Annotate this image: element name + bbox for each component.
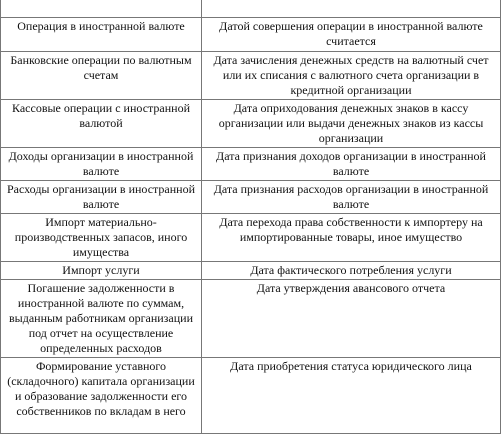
table-row	[1, 18, 501, 52]
empty-cell	[1, 0, 202, 18]
empty-cell	[202, 0, 501, 18]
operation-text: Формирование уставного (складочного) капитала организации и образование задолженности его собственников по вкладам в него	[7, 359, 195, 418]
operation-cell	[1, 262, 202, 280]
operation-text: Погашение задолженности в иностранной валюте по суммам, выданным работникам организации под отчет на осуществление определенных расходов	[8, 281, 193, 355]
operation-cell	[1, 100, 202, 148]
table-row	[1, 214, 501, 262]
date-text: Датой совершения операции в иностранной валюте считается	[219, 19, 483, 48]
date-cell	[202, 262, 501, 280]
date-text: Дата признания доходов организации в иностранной валюте	[216, 149, 486, 178]
table-row	[1, 181, 501, 214]
date-text: Дата приобретения статуса юридического лица	[230, 359, 472, 373]
operation-cell	[1, 181, 202, 214]
date-text: Дата признания расходов организации в иностранной валюте	[213, 182, 489, 211]
date-cell	[202, 181, 501, 214]
operation-cell	[1, 358, 202, 434]
table-row	[1, 262, 501, 280]
table-row	[1, 52, 501, 100]
date-cell	[202, 18, 501, 52]
operation-text: Банковские операции по валютным счетам	[10, 53, 192, 82]
operation-text: Операция в иностранной валюте	[17, 19, 185, 33]
date-cell	[202, 214, 501, 262]
operation-text: Импорт материально-производственных запасов, иного имущества	[14, 215, 188, 259]
operation-cell	[1, 280, 202, 358]
date-cell	[202, 358, 501, 434]
operation-text: Кассовые операции с иностранной валютой	[12, 101, 190, 130]
operation-cell	[1, 148, 202, 181]
date-cell	[202, 100, 501, 148]
table-row	[1, 280, 501, 358]
operation-cell	[1, 18, 202, 52]
operation-text: Расходы организации в иностранной валюте	[6, 182, 196, 211]
date-text: Дата зачисления денежных средств на валютный счет или их списания с валютного счета организации в кредитной организации	[213, 53, 489, 97]
date-text: Дата оприходования денежных знаков в кассу организации или выдачи денежных знаков из кассы организации	[218, 101, 484, 145]
table-top-row	[1, 0, 501, 18]
operation-cell	[1, 214, 202, 262]
date-cell	[202, 148, 501, 181]
date-text: Дата перехода права собственности к импортеру на импортированные товары, иное имущество	[219, 215, 483, 244]
table-row	[1, 100, 501, 148]
date-text: Дата утверждения авансового отчета	[256, 281, 446, 295]
date-text: Дата фактического потребления услуги	[250, 263, 452, 277]
date-cell	[202, 280, 501, 358]
table-row	[1, 358, 501, 434]
date-cell	[202, 52, 501, 100]
operation-text: Доходы организации в иностранной валюте	[8, 149, 194, 178]
table-row	[1, 148, 501, 181]
operation-text: Импорт услуги	[62, 263, 140, 277]
operation-cell	[1, 52, 202, 100]
